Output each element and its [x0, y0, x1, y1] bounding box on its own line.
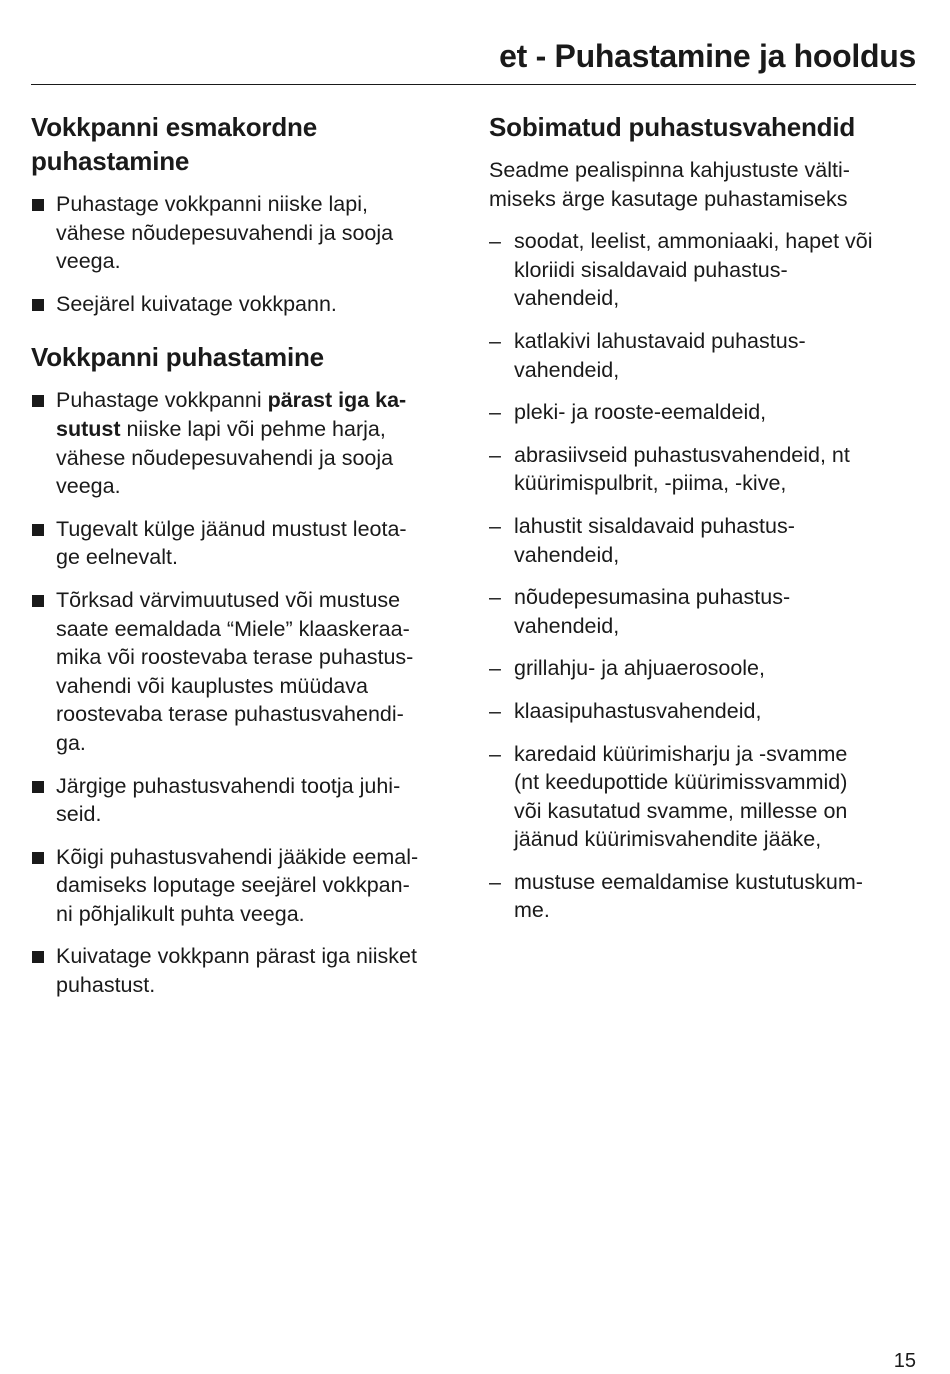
item-line: ga.	[56, 730, 86, 755]
list-item	[489, 654, 921, 683]
item-line: mustuse eemaldamise kustutuskum-	[514, 869, 863, 894]
item-line: Tõrksad värvimuutused või mustuse	[56, 587, 401, 612]
item-line: vahendeid,	[514, 613, 620, 638]
list-item	[31, 942, 471, 999]
list-item	[489, 441, 921, 498]
list-item	[31, 290, 471, 319]
item-line: grillahju- ja ahjuaerosoole,	[514, 656, 765, 681]
bullet-square-icon	[32, 524, 44, 536]
dash-bullet: –	[489, 585, 501, 610]
list-item	[489, 227, 921, 313]
item-line: Kuivatage vokkpann pärast iga niisket	[56, 944, 417, 969]
item-line: me.	[514, 898, 550, 923]
bullet-square-icon	[32, 299, 44, 311]
item-line: soodat, leelist, ammoniaaki, hapet või	[514, 229, 873, 254]
item-line: Puhastage vokkpanni niiske lapi,	[56, 192, 368, 216]
list-item	[31, 843, 471, 929]
item-line: küürimispulbrit, -piima, -kive,	[514, 471, 787, 496]
list-item	[31, 586, 471, 758]
item-line: klaasipuhastusvahendeid,	[514, 698, 762, 723]
item-line: katlakivi lahustavaid puhastus-	[514, 328, 806, 353]
bullet-square-icon	[32, 781, 44, 793]
bullet-square-icon	[32, 395, 44, 407]
item-line: veega.	[56, 249, 121, 274]
item-line: lahustit sisaldavaid puhastus-	[514, 513, 795, 538]
item-line: vahendeid,	[514, 542, 620, 567]
item-line: nõudepesumasina puhastus-	[514, 585, 791, 610]
item-line: ni põhjalikult puhta veega.	[56, 901, 305, 926]
bullet-square-icon	[32, 199, 44, 211]
item-line: Tugevalt külge jäänud mustust leota-	[56, 516, 407, 541]
left-column	[31, 110, 471, 1014]
page-number: 15	[893, 1350, 916, 1372]
bullet-square-icon	[32, 852, 44, 864]
item-emphasis: sutust	[56, 416, 121, 441]
item-text: niiske lapi või pehme harja,	[120, 416, 386, 441]
dash-bullet: –	[489, 741, 501, 766]
item-line: puhastust.	[56, 973, 156, 998]
item-line: vahendeid,	[514, 357, 620, 382]
dash-bullet: –	[489, 698, 501, 723]
list-item	[489, 740, 921, 854]
list-item	[489, 512, 921, 569]
item-line: (nt keedupottide küürimissvammid)	[514, 770, 848, 795]
right-column	[489, 110, 921, 939]
item-line: veega.	[56, 474, 121, 499]
list-item	[489, 697, 921, 726]
intro-line: Seadme pealispinna kahjustuste välti-	[489, 158, 850, 182]
list-item	[489, 868, 921, 925]
cleaning-list	[31, 386, 471, 999]
item-line: jäänud küürimisvahendite jääke,	[514, 827, 822, 852]
item-line: või kasutatud svamme, millesse on	[514, 798, 848, 823]
item-line: pleki- ja rooste-eemaldeid,	[514, 400, 767, 425]
section-intro	[489, 156, 921, 213]
list-item	[489, 398, 921, 427]
item-line: Seejärel kuivatage vokkpann.	[56, 291, 337, 316]
item-line: abrasiivseid puhastusvahendeid, nt	[514, 442, 850, 467]
section-heading-cleaning: Vokkpanni puhastamine	[31, 342, 324, 373]
first-cleaning-list	[31, 190, 471, 318]
dash-bullet: –	[489, 229, 501, 254]
item-line: vahendi või kauplustes müüdava	[56, 673, 368, 698]
item-line: Kõigi puhastusvahendi jääkide eemal-	[56, 844, 419, 869]
list-item	[31, 515, 471, 572]
list-item	[31, 190, 471, 276]
bullet-square-icon	[32, 595, 44, 607]
item-line: damiseks loputage seejärel vokkpan-	[56, 873, 410, 898]
dash-bullet: –	[489, 869, 501, 894]
dash-bullet: –	[489, 328, 501, 353]
item-line: roostevaba terase puhastusvahendi-	[56, 702, 404, 727]
list-item	[489, 583, 921, 640]
item-line: karedaid küürimisharju ja -svamme	[514, 741, 848, 766]
section-heading-unsuitable-cleaners: Sobimatud puhastusvahendid	[489, 112, 856, 142]
item-line: saate eemaldada “Miele” klaaskeraa-	[56, 616, 410, 641]
list-item	[31, 772, 471, 829]
dash-bullet: –	[489, 442, 501, 467]
item-line: seid.	[56, 802, 102, 827]
item-line: ge eelnevalt.	[56, 545, 178, 570]
item-line: vahendeid,	[514, 286, 620, 311]
section-heading-first-cleaning	[31, 110, 471, 178]
item-emphasis: pärast iga ka-	[267, 388, 407, 413]
item-line: mika või roostevaba terase puhastus-	[56, 645, 414, 670]
item-line: kloriidi sisaldavaid puhastus-	[514, 257, 788, 282]
item-line: Järgige puhastusvahendi tootja juhi-	[56, 773, 401, 798]
dash-bullet: –	[489, 656, 501, 681]
page-title: et - Puhastamine ja hooldus	[499, 38, 916, 74]
item-line: vähese nõudepesuvahendi ja sooja	[56, 445, 394, 470]
dash-bullet: –	[489, 400, 501, 425]
bullet-square-icon	[32, 951, 44, 963]
intro-line: miseks ärge kasutage puhastamiseks	[489, 186, 848, 211]
item-line: vähese nõudepesuvahendi ja sooja	[56, 220, 394, 245]
list-item	[31, 386, 471, 500]
heading-line: Vokkpanni esmakordne	[31, 112, 317, 142]
list-item	[489, 327, 921, 384]
heading-line: puhastamine	[31, 146, 190, 176]
dash-bullet: –	[489, 513, 501, 538]
unsuitable-cleaners-list	[489, 227, 921, 925]
header-divider	[31, 84, 916, 85]
item-text: Puhastage vokkpanni	[56, 388, 268, 413]
